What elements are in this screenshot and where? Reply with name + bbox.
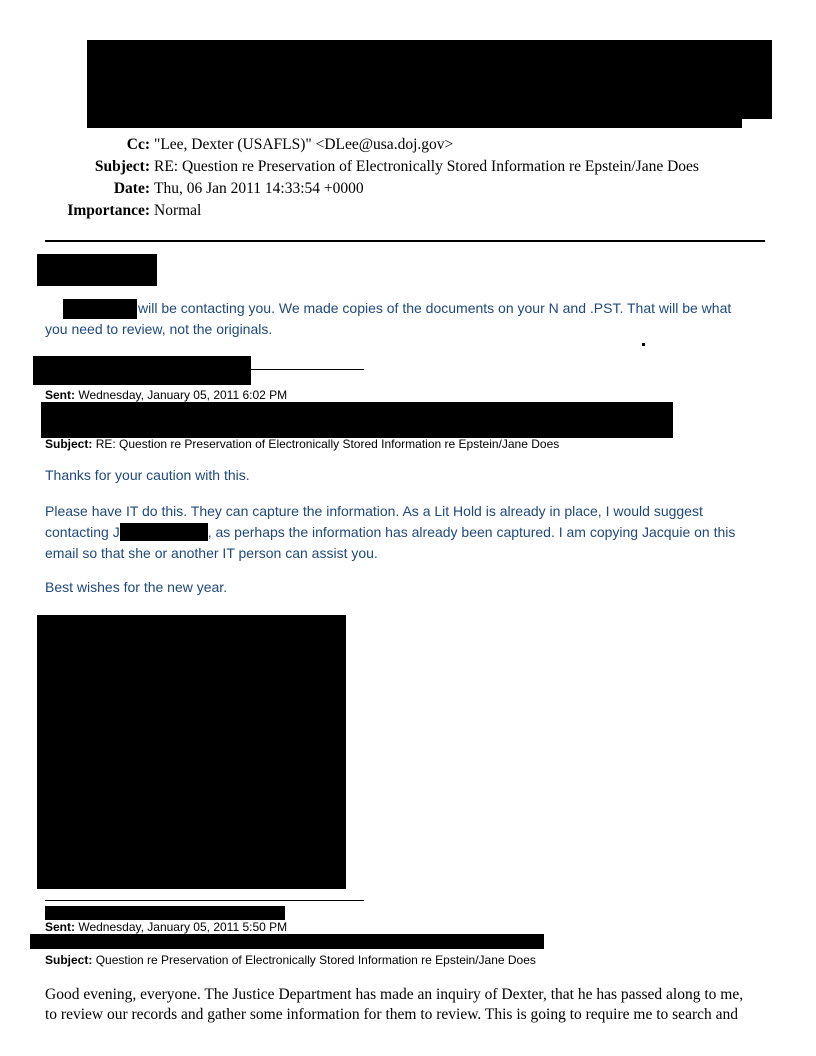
importance-value: Normal (154, 202, 202, 219)
subject-label-2: Subject: (45, 953, 93, 967)
sent-label-1: Sent: (45, 388, 75, 402)
subject-line-2 (45, 953, 536, 968)
redaction-to-1 (41, 402, 673, 438)
date-value: Thu, 06 Jan 2011 14:33:54 +0000 (154, 180, 364, 197)
redaction-from-1 (33, 356, 251, 385)
redaction-to-2 (30, 934, 544, 949)
reply-line-2: you need to review, not the originals. (45, 321, 273, 337)
subject-label-1: Subject: (45, 437, 93, 451)
cc-label: Cc: (126, 136, 150, 153)
redaction-name-inline-2 (120, 523, 208, 541)
quote-divider-1 (251, 369, 364, 370)
subject-value-1: RE: Question re Preservation of Electronically Stored Information re Epstein/Jane Does (95, 437, 560, 451)
quoted2-body-line-2: to review our records and gather some information for them to review. This is going to require me to search and (45, 1006, 738, 1023)
quoted1-para-3: Best wishes for the new year. (45, 579, 228, 595)
cc-value: "Lee, Dexter (USAFLS)" <DLee@usa.doj.gov> (154, 136, 454, 153)
quoted1-para-2-line-2 (45, 522, 735, 543)
header-divider (45, 240, 765, 242)
sent-value-1: Wednesday, January 05, 2011 6:02 PM (78, 388, 288, 402)
stray-mark (642, 343, 645, 346)
subject-value-2: Question re Preservation of Electronically Stored Information re Epstein/Jane Does (95, 953, 536, 967)
sent-line-2 (45, 920, 287, 935)
sent-value-2: Wednesday, January 05, 2011 5:50 PM (78, 920, 288, 934)
quoted1-para-2-line-2-b: , as perhaps the information has already been captured. I am copying Jacquie on this (207, 524, 736, 540)
quoted1-para-1: Thanks for your caution with this. (45, 467, 250, 483)
redaction-from-2 (45, 906, 285, 920)
reply-line-1: will be contacting you. We made copies of the documents on your N and .PST. That will be what (138, 300, 732, 316)
redaction-header-block (87, 40, 772, 119)
quoted1-para-2-line-2-a: contacting J (45, 524, 120, 540)
quoted1-para-2-line-3: email so that she or another IT person can assist you. (45, 545, 378, 561)
importance-label: Importance: (67, 202, 150, 219)
redaction-name-inline-1 (63, 299, 137, 319)
redaction-signature-block (37, 615, 346, 889)
sent-label-2: Sent: (45, 920, 75, 934)
redaction-header-strip (87, 115, 742, 128)
quoted1-para-2-line-1: Please have IT do this. They can capture the information. As a Lit Hold is already in place, I would suggest (45, 503, 703, 519)
sent-line-1 (45, 388, 287, 403)
redaction-salutation (37, 254, 157, 286)
date-label: Date: (113, 180, 150, 197)
subject-line-1 (45, 437, 559, 452)
quoted2-body-line-1: Good evening, everyone. The Justice Department has made an inquiry of Dexter, that he has passed along to me, (45, 986, 744, 1003)
subject-value: RE: Question re Preservation of Electronically Stored Information re Epstein/Jane Does (154, 158, 699, 175)
quote-divider-2 (45, 900, 364, 901)
subject-label: Subject: (94, 158, 150, 175)
